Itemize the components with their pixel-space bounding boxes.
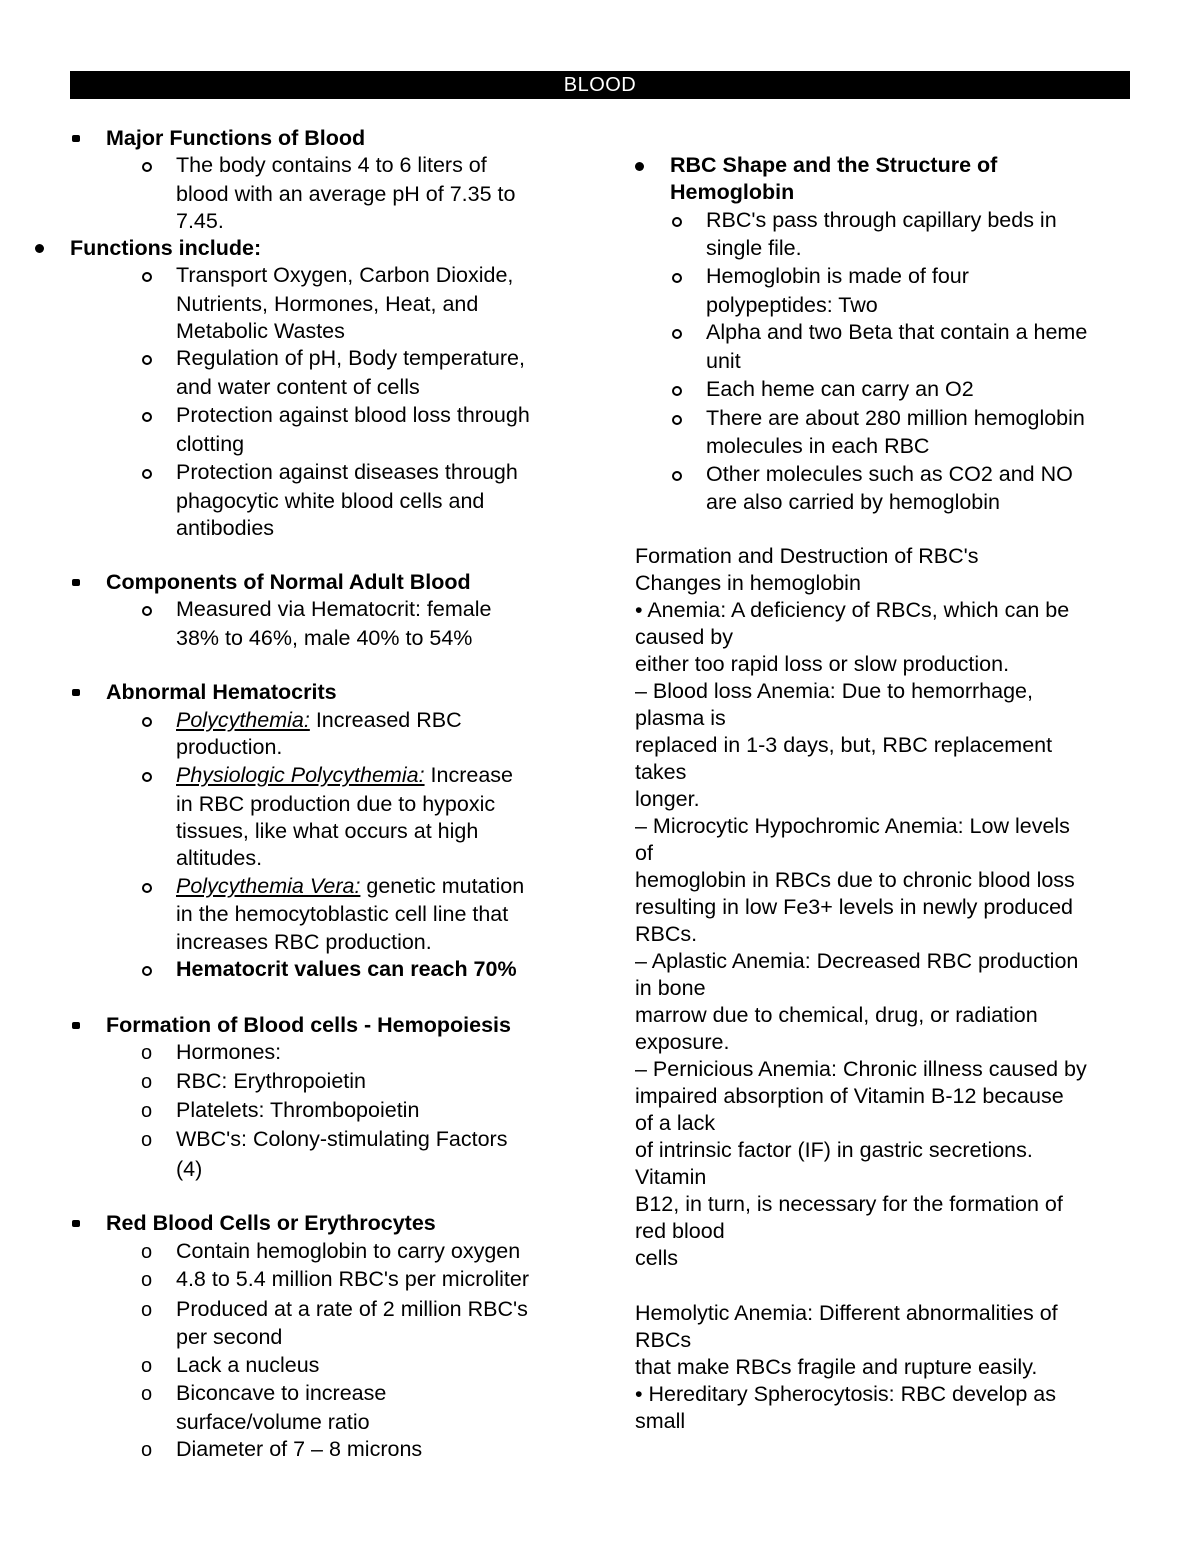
section-heading-functions: Functions include: <box>70 236 262 260</box>
list-item: surface/volume ratio <box>176 1410 370 1434</box>
circle-bullet-icon <box>142 772 152 782</box>
circle-bullet-icon <box>672 329 682 339</box>
paragraph-line: RBCs. <box>635 922 698 946</box>
o-bullet-icon: o <box>141 1269 153 1291</box>
o-bullet-icon: o <box>141 1241 153 1263</box>
list-item: Other molecules such as CO2 and NO <box>706 462 1073 486</box>
list-item: production. <box>176 735 283 759</box>
paragraph-line: hemoglobin in RBCs due to chronic blood loss <box>635 868 1075 892</box>
paragraph-line: resulting in low Fe3+ levels in newly produced <box>635 895 1073 919</box>
paragraph-line: – Microcytic Hypochromic Anemia: Low levels <box>635 814 1070 838</box>
o-bullet-icon: o <box>141 1299 153 1321</box>
list-item: Metabolic Wastes <box>176 319 345 343</box>
list-item: Regulation of pH, Body temperature, <box>176 346 525 370</box>
o-bullet-icon: o <box>141 1042 153 1064</box>
o-bullet-icon: o <box>141 1355 153 1377</box>
circle-bullet-icon <box>142 355 152 365</box>
list-item: Biconcave to increase <box>176 1381 387 1405</box>
term-definition: genetic mutation <box>360 874 525 898</box>
paragraph-line: RBCs <box>635 1328 692 1352</box>
list-item: unit <box>706 349 741 373</box>
list-item: Protection against diseases through <box>176 460 518 484</box>
page-title: BLOOD <box>70 71 1130 99</box>
o-bullet-icon: o <box>141 1129 153 1151</box>
paragraph-line: takes <box>635 760 687 784</box>
circle-bullet-icon <box>142 272 152 282</box>
paragraph-line: caused by <box>635 625 734 649</box>
list-item: molecules in each RBC <box>706 434 930 458</box>
square-bullet-icon <box>72 1022 80 1029</box>
paragraph-line: of a lack <box>635 1111 716 1135</box>
list-item: phagocytic white blood cells and <box>176 489 485 513</box>
section-heading-rbc: Red Blood Cells or Erythrocytes <box>106 1211 436 1235</box>
term-physiologic-polycythemia: Physiologic Polycythemia: <box>176 763 425 787</box>
hemolytic-paragraph <box>635 1300 1058 1435</box>
circle-bullet-icon <box>142 883 152 893</box>
list-item: altitudes. <box>176 846 263 870</box>
list-item <box>176 873 524 900</box>
square-bullet-icon <box>72 1220 80 1227</box>
section-heading-major-functions: Major Functions of Blood <box>106 126 366 150</box>
list-item: Lack a nucleus <box>176 1353 320 1377</box>
paragraph-line: either too rapid loss or slow production. <box>635 652 1010 676</box>
circle-bullet-icon <box>672 471 682 481</box>
list-item: Protection against blood loss through <box>176 403 530 427</box>
circle-bullet-icon <box>142 717 152 727</box>
paragraph-line: Changes in hemoglobin <box>635 571 861 595</box>
circle-bullet-icon <box>142 162 152 172</box>
round-bullet-icon <box>635 162 644 171</box>
list-item: tissues, like what occurs at high <box>176 819 479 843</box>
list-item: are also carried by hemoglobin <box>706 490 1000 514</box>
anemia-paragraph <box>635 543 1087 1272</box>
list-item: polypeptides: Two <box>706 293 878 317</box>
list-item: blood with an average pH of 7.35 to <box>176 182 516 206</box>
circle-bullet-icon <box>142 606 152 616</box>
list-item: RBC's pass through capillary beds in <box>706 208 1057 232</box>
paragraph-line: Hemolytic Anemia: Different abnormalities of <box>635 1301 1058 1325</box>
square-bullet-icon <box>72 135 80 142</box>
list-item: 4.8 to 5.4 million RBC's per microliter <box>176 1267 529 1291</box>
round-bullet-icon <box>35 244 44 253</box>
list-item: antibodies <box>176 516 275 540</box>
list-item: There are about 280 million hemoglobin <box>706 406 1085 430</box>
list-item: Measured via Hematocrit: female <box>176 597 492 621</box>
list-item: 38% to 46%, male 40% to 54% <box>176 626 473 650</box>
list-item: and water content of cells <box>176 375 420 399</box>
list-item: The body contains 4 to 6 liters of <box>176 153 487 177</box>
paragraph-line: cells <box>635 1246 679 1270</box>
o-bullet-icon: o <box>141 1100 153 1122</box>
circle-bullet-icon <box>672 273 682 283</box>
paragraph-line: – Blood loss Anemia: Due to hemorrhage, <box>635 679 1033 703</box>
list-item: Nutrients, Hormones, Heat, and <box>176 292 479 316</box>
list-item: Each heme can carry an O2 <box>706 377 974 401</box>
paragraph-line: in bone <box>635 976 706 1000</box>
circle-bullet-icon <box>672 217 682 227</box>
list-item: in the hemocytoblastic cell line that <box>176 902 509 926</box>
term-polycythemia: Polycythemia: <box>176 708 310 732</box>
paragraph-line: marrow due to chemical, drug, or radiation <box>635 1003 1038 1027</box>
paragraph-line: impaired absorption of Vitamin B-12 because <box>635 1084 1064 1108</box>
paragraph-line: – Pernicious Anemia: Chronic illness caused by <box>635 1057 1087 1081</box>
list-item: increases RBC production. <box>176 930 432 954</box>
paragraph-line: that make RBCs fragile and rupture easily. <box>635 1355 1038 1379</box>
paragraph-line: red blood <box>635 1219 725 1243</box>
list-item <box>176 762 513 789</box>
list-item: per second <box>176 1325 283 1349</box>
list-item: Hemoglobin is made of four <box>706 264 969 288</box>
list-item: Hormones: <box>176 1040 282 1064</box>
section-heading-rbc-shape-line2: Hemoglobin <box>670 180 795 204</box>
list-item: Platelets: Thrombopoietin <box>176 1098 420 1122</box>
o-bullet-icon: o <box>141 1439 153 1461</box>
circle-bullet-icon <box>672 386 682 396</box>
list-item: Produced at a rate of 2 million RBC's <box>176 1297 528 1321</box>
list-item: WBC's: Colony-stimulating Factors <box>176 1127 508 1151</box>
list-item: (4) <box>176 1157 203 1181</box>
term-definition: Increase <box>424 763 513 787</box>
square-bullet-icon <box>72 579 80 586</box>
list-item: in RBC production due to hypoxic <box>176 792 496 816</box>
list-item-bold: Hematocrit values can reach 70% <box>176 957 517 981</box>
paragraph-line: Formation and Destruction of RBC's <box>635 544 979 568</box>
o-bullet-icon: o <box>141 1071 153 1093</box>
paragraph-line: B12, in turn, is necessary for the formation of <box>635 1192 1063 1216</box>
square-bullet-icon <box>72 689 80 696</box>
term-definition: Increased RBC <box>309 708 462 732</box>
section-heading-rbc-shape: RBC Shape and the Structure of <box>670 153 998 177</box>
circle-bullet-icon <box>672 415 682 425</box>
list-item: Transport Oxygen, Carbon Dioxide, <box>176 263 514 287</box>
list-item: Contain hemoglobin to carry oxygen <box>176 1239 521 1263</box>
paragraph-line: plasma is <box>635 706 726 730</box>
paragraph-line: of <box>635 841 653 865</box>
paragraph-line: • Hereditary Spherocytosis: RBC develop as <box>635 1382 1056 1406</box>
o-bullet-icon: o <box>141 1383 153 1405</box>
term-polycythemia-vera: Polycythemia Vera: <box>176 874 361 898</box>
paragraph-line: • Anemia: A deficiency of RBCs, which can be <box>635 598 1070 622</box>
paragraph-line: exposure. <box>635 1030 730 1054</box>
paragraph-line: of intrinsic factor (IF) in gastric secretions. <box>635 1138 1033 1162</box>
circle-bullet-icon <box>142 469 152 479</box>
paragraph-line: Vitamin <box>635 1165 707 1189</box>
circle-bullet-icon <box>142 966 152 976</box>
circle-bullet-icon <box>142 412 152 422</box>
section-heading-formation: Formation of Blood cells - Hemopoiesis <box>106 1013 511 1037</box>
list-item: single file. <box>706 236 802 260</box>
paragraph-line: replaced in 1-3 days, but, RBC replacement <box>635 733 1053 757</box>
paragraph-line: longer. <box>635 787 700 811</box>
list-item <box>176 707 462 734</box>
list-item: clotting <box>176 432 245 456</box>
list-item: Alpha and two Beta that contain a heme <box>706 320 1088 344</box>
list-item: 7.45. <box>176 209 224 233</box>
section-heading-abnormal: Abnormal Hematocrits <box>106 680 337 704</box>
list-item: Diameter of 7 – 8 microns <box>176 1437 423 1461</box>
paragraph-line: small <box>635 1409 686 1433</box>
list-item: RBC: Erythropoietin <box>176 1069 366 1093</box>
paragraph-line: – Aplastic Anemia: Decreased RBC production <box>635 949 1079 973</box>
section-heading-components: Components of Normal Adult Blood <box>106 570 471 594</box>
